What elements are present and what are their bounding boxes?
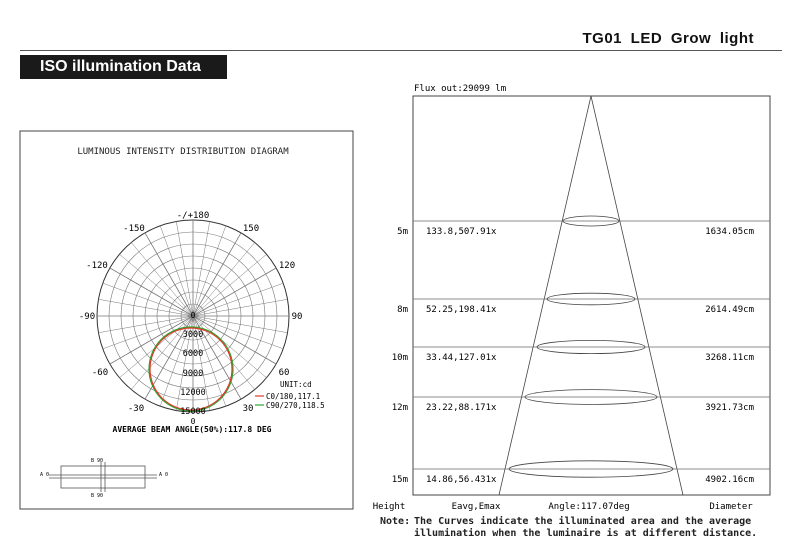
luminaire-label-b90-bottom: B 90 (91, 493, 104, 499)
legend-c90-label: C90/270,118.5 (266, 401, 325, 410)
cone-frame (413, 96, 770, 495)
cone-rows (392, 96, 770, 495)
angle-label-neg60: -60 (91, 368, 109, 378)
angle-label-neg90: -90 (78, 312, 96, 322)
section-banner: ISO illumination Data (20, 55, 227, 79)
cone-footer-height: Height (372, 502, 406, 512)
angle-label-0: 0 (190, 417, 196, 426)
legend-c0-label: C0/180,117.1 (266, 392, 321, 401)
note-line-1: The Curves indicate the illuminated area and the average (414, 516, 752, 527)
cone-row-values: 14.86,56.431x (426, 475, 497, 485)
angle-label-neg150: -150 (123, 224, 145, 234)
product-title: TG01 LED Grow light (582, 30, 754, 47)
cone-row-diameter: 2614.49cm (705, 305, 754, 315)
cone-footer-angle: Angle:117.07deg (548, 502, 630, 512)
cone-row-height: 12m (391, 403, 408, 413)
cone-row-diameter: 1634.05cm (705, 227, 754, 237)
cone-footer-diameter: Diameter (709, 502, 753, 512)
flux-label: Flux out:29099 lm (414, 84, 507, 94)
angle-label-150: 150 (242, 224, 260, 234)
angle-label-30: 30 (242, 404, 254, 414)
unit-label: UNIT:cd (280, 380, 312, 389)
angle-label-180: -/+180 (176, 211, 210, 221)
cone-row-height: 8m (397, 305, 408, 315)
cone-row-height: 10m (391, 353, 408, 363)
cone-row-values: 23.22,88.171x (426, 403, 497, 413)
polar-center-label: 0 (190, 311, 196, 320)
angle-label-90: 90 (291, 312, 303, 322)
cone-footer-values: Eavg,Emax (451, 502, 501, 512)
illumination-note (380, 516, 757, 540)
cone-row-diameter: 4902.16cm (705, 475, 754, 485)
angle-label-neg120: -120 (86, 261, 108, 271)
intensity-label-12000: 12000 (180, 388, 206, 398)
cone-row-height: 15m (391, 475, 408, 485)
cone-row-values: 33.44,127.01x (426, 353, 497, 363)
note-line-2: illumination when the luminaire is at different distance. (414, 528, 758, 539)
cone-row-values: 133.8,507.91x (426, 227, 497, 237)
angle-label-120: 120 (278, 261, 296, 271)
intensity-label-3000: 3000 (182, 330, 204, 340)
luminaire-label-a0-left: A 0 (40, 472, 50, 478)
intensity-label-15000: 15000 (180, 407, 206, 417)
polar-diagram-title: LUMINOUS INTENSITY DISTRIBUTION DIAGRAM (77, 147, 289, 157)
note-label: Note: (380, 516, 411, 527)
angle-label-neg30: -30 (127, 404, 145, 414)
cone-edge-right (591, 96, 683, 495)
luminaire-label-b90-top: B 90 (91, 458, 104, 464)
cone-row-diameter: 3921.73cm (705, 403, 754, 413)
intensity-label-6000: 6000 (182, 349, 204, 359)
cone-row-diameter: 3268.11cm (705, 353, 754, 363)
cone-row-values: 52.25,198.41x (426, 305, 497, 315)
intensity-label-9000: 9000 (182, 369, 204, 379)
cone-row-height: 5m (397, 227, 408, 237)
luminaire-label-a0-right: A 0 (159, 472, 169, 478)
cone-edge-left (499, 96, 591, 495)
angle-label-60: 60 (278, 368, 290, 378)
beam-angle-text: AVERAGE BEAM ANGLE(50%):117.8 DEG (112, 425, 272, 434)
